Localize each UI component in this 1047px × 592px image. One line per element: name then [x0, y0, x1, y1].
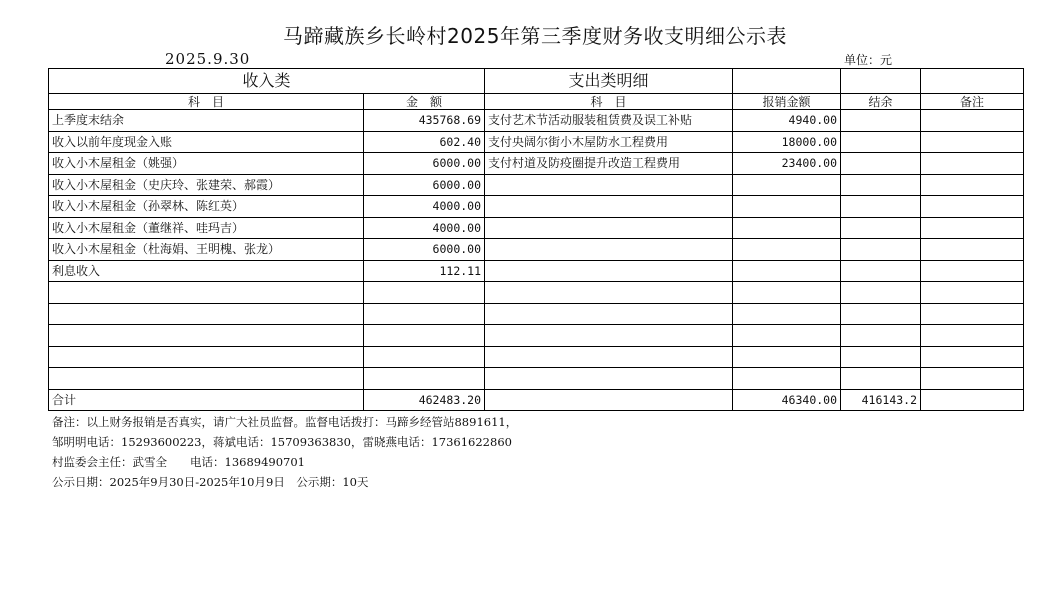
balance-cell	[841, 303, 921, 325]
income-amount-cell: 4000.00	[364, 196, 485, 218]
income-item-cell	[49, 325, 364, 347]
income-item-header: 科 目	[49, 94, 364, 110]
remarks-cell	[921, 174, 1024, 196]
expense-amount-cell: 4940.00	[733, 110, 841, 132]
remarks-cell	[921, 282, 1024, 304]
expense-item-cell	[485, 174, 733, 196]
expense-amount-cell	[733, 260, 841, 282]
expense-amount-cell: 23400.00	[733, 153, 841, 175]
total-expense-amount: 46340.00	[733, 389, 841, 411]
remarks-cell	[921, 325, 1024, 347]
table-row	[49, 131, 1024, 153]
expense-amount-cell	[733, 368, 841, 390]
balance-cell	[841, 346, 921, 368]
expense-section-header: 支出类明细	[485, 69, 733, 94]
balance-cell	[841, 325, 921, 347]
balance-cell	[841, 260, 921, 282]
total-label: 合计	[49, 389, 364, 411]
income-item-cell: 利息收入	[49, 260, 364, 282]
total-balance: 416143.2	[841, 389, 921, 411]
report-date: 2025.9.30	[165, 50, 251, 68]
income-item-cell: 收入小木屋租金（孙翠林、陈红英）	[49, 196, 364, 218]
expense-amount-cell	[733, 325, 841, 347]
income-item-cell: 上季度末结余	[49, 110, 364, 132]
table-row	[49, 153, 1024, 175]
section-header-row	[49, 69, 1024, 94]
expense-item-cell	[485, 346, 733, 368]
income-item-cell: 收入小木屋租金（史庆玲、张建荣、郝霞）	[49, 174, 364, 196]
remarks-cell	[921, 110, 1024, 132]
income-amount-cell	[364, 325, 485, 347]
remarks-cell	[921, 196, 1024, 218]
balance-cell	[841, 196, 921, 218]
expense-item-cell: 支付村道及防疫圈提升改造工程费用	[485, 153, 733, 175]
income-item-cell: 收入以前年度现金入账	[49, 131, 364, 153]
total-row	[49, 389, 1024, 411]
remarks-cell	[921, 131, 1024, 153]
expense-item-cell: 支付艺术节活动服装租赁费及误工补贴	[485, 110, 733, 132]
income-amount-cell	[364, 368, 485, 390]
income-amount-cell: 112.11	[364, 260, 485, 282]
expense-item-cell	[485, 303, 733, 325]
table-row	[49, 368, 1024, 390]
table-row	[49, 303, 1024, 325]
balance-cell	[841, 131, 921, 153]
income-item-cell	[49, 282, 364, 304]
income-amount-cell: 435768.69	[364, 110, 485, 132]
table-row	[49, 239, 1024, 261]
income-item-cell: 收入小木屋租金（姚强）	[49, 153, 364, 175]
balance-cell	[841, 239, 921, 261]
balance-cell	[841, 110, 921, 132]
table-row	[49, 325, 1024, 347]
note-line: 备注：以上财务报销是否真实，请广大社员监督。监督电话拨打：马蹄乡经管站8891611，	[52, 415, 518, 429]
balance-cell	[841, 368, 921, 390]
table-row	[49, 217, 1024, 239]
balance-cell	[841, 153, 921, 175]
income-amount-cell	[364, 282, 485, 304]
expense-amount-cell	[733, 303, 841, 325]
income-item-cell	[49, 303, 364, 325]
income-amount-cell	[364, 303, 485, 325]
income-amount-cell: 602.40	[364, 131, 485, 153]
table-row	[49, 346, 1024, 368]
income-amount-cell: 4000.00	[364, 217, 485, 239]
column-header-row	[49, 94, 1024, 110]
income-amount-cell: 6000.00	[364, 239, 485, 261]
unit-label: 单位：元	[844, 53, 893, 67]
balance-cell	[841, 174, 921, 196]
balance-cell	[841, 217, 921, 239]
expense-item-cell	[485, 260, 733, 282]
table-row	[49, 196, 1024, 218]
expense-amount-cell	[733, 346, 841, 368]
income-amount-cell: 6000.00	[364, 153, 485, 175]
note-line: 公示日期：2025年9月30日-2025年10月9日 公示期：10天	[52, 475, 369, 489]
remarks-cell	[921, 303, 1024, 325]
income-item-cell	[49, 346, 364, 368]
expense-item-cell	[485, 239, 733, 261]
expense-amount-cell	[733, 174, 841, 196]
income-item-cell	[49, 368, 364, 390]
expense-amount-cell	[733, 217, 841, 239]
expense-item-header: 科 目	[485, 94, 733, 110]
remarks-cell	[921, 217, 1024, 239]
reimbursed-amount-header: 报销金额	[733, 94, 841, 110]
note-line: 邹明明电话：15293600223，蒋斌电话：15709363830，雷晓燕电话：17361622860	[52, 435, 512, 449]
remarks-cell	[921, 260, 1024, 282]
table-row	[49, 282, 1024, 304]
income-amount-header: 金 额	[364, 94, 485, 110]
balance-cell	[841, 282, 921, 304]
expense-amount-cell	[733, 196, 841, 218]
expense-item-cell	[485, 368, 733, 390]
note-line: 村监委会主任：武雪全 电话：13689490701	[52, 455, 305, 469]
finance-table	[48, 68, 1024, 411]
table-row	[49, 174, 1024, 196]
remarks-cell	[921, 239, 1024, 261]
notes-block	[52, 412, 517, 492]
income-item-cell: 收入小木屋租金（董继祥、哇玛吉）	[49, 217, 364, 239]
expense-item-cell: 支付央阔尔街小木屋防水工程费用	[485, 131, 733, 153]
expense-amount-cell	[733, 282, 841, 304]
table-row	[49, 110, 1024, 132]
expense-item-cell	[485, 282, 733, 304]
total-income-amount: 462483.20	[364, 389, 485, 411]
table-row	[49, 260, 1024, 282]
balance-header: 结余	[841, 94, 921, 110]
income-section-header: 收入类	[49, 69, 485, 94]
expense-item-cell	[485, 196, 733, 218]
remarks-header: 备注	[921, 94, 1024, 110]
income-amount-cell	[364, 346, 485, 368]
expense-item-cell	[485, 325, 733, 347]
expense-amount-cell	[733, 239, 841, 261]
expense-item-cell	[485, 217, 733, 239]
expense-amount-cell: 18000.00	[733, 131, 841, 153]
remarks-cell	[921, 153, 1024, 175]
income-amount-cell: 6000.00	[364, 174, 485, 196]
income-item-cell: 收入小木屋租金（杜海娟、王明槐、张龙）	[49, 239, 364, 261]
page-title: 马蹄藏族乡长岭村2025年第三季度财务收支明细公示表	[283, 24, 787, 48]
remarks-cell	[921, 346, 1024, 368]
remarks-cell	[921, 368, 1024, 390]
